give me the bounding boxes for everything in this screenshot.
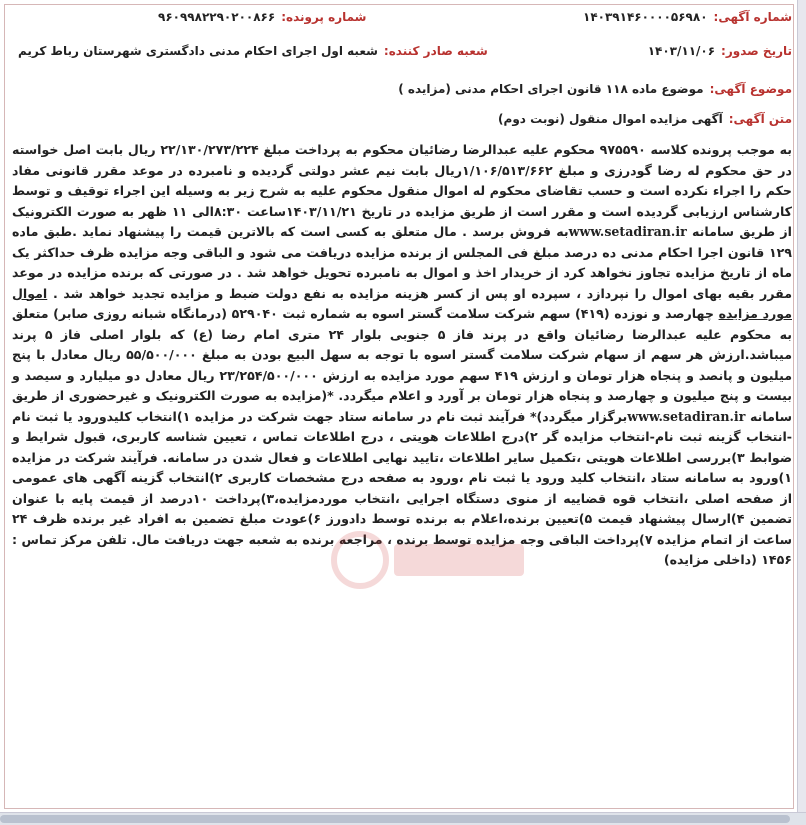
issuer-value: شعبه اول اجرای احکام مدنی دادگستری شهرستان رباط کریم	[18, 44, 378, 58]
vertical-scrollbar[interactable]	[797, 0, 806, 825]
issue-date-label: تاریخ صدور:	[721, 44, 792, 58]
body-part-4: برگزار میگردد)* فرآیند ثبت نام در سامانه ستاد جهت شرکت در مزایده ۱)انتخاب کلیدورود یا ثبت نام -انتخاب گزینه ثبت نام-انتخاب مزایده گر ۲)درج اطلاعات هویتی ، درج اطلاعات تماس ، تعیین شناسه کاربری، قبول شرایط و ضوابط ۳)بررسی اطلاعات هویتی ،تکمیل سایر اطلاعات ،تایید نهایی اطلاعات و فعال شدن در سامانه. فرآیند شرکت در مزایده ۱)ورود به سامانه ستاد ،انتخاب کلید ورود یا ثبت نام ،ورود به صفحه درج مشخصات کاربری ۲)انتخاب گزینه آگهی های عمومی از صفحه اصلی ،انتخاب قوه قضاییه از منوی دستگاه اجرایی ،انتخاب موردمزایده،۳)پرداخت ۱۰درصد از قیمت پایه با عنوان تضمین ۴)ارسال پیشنهاد قیمت ۵)تعیین برنده،اعلام به برنده توسط دادورز ۶)عودت مبلغ تضمین به افراد غیر برنده ظرف ۲۴ ساعت از اتمام مزایده ۷)پرداخت الباقی وجه مزایده توسط برنده ، مراجعه برنده به شعبه جهت دریافت مال. تلفن مرکز تماس : ۱۴۵۶ (داخلی مزایده)	[12, 408, 793, 567]
site-link-1: www.setadiran.ir	[568, 224, 687, 239]
site-link-2: www.setadiran.ir	[627, 408, 746, 424]
case-number-label: شماره پرونده:	[281, 10, 367, 24]
ad-number	[583, 10, 792, 24]
body-part-2: به فروش برسد . مال متعلق به کسی است که بالاترین قیمت را پیشنهاد نماید .طبق ماده ۱۲۹ قانون اجرا احکام مدنی ده درصد مبلغ فی المجلس از برنده مزایده دریافت می شود و الباقی وجه مزایده ظرف حداکثر یک ماه از تاریخ مزایده تجاوز نخواهد کرد از خریدار اخذ و اموال به نامبرده تحویل خواهد شد . در صورتی که برنده مزایده در موعد مقرر بقیه بهای اموال را نپردازد ، سپرده او پس از کسر هزینه مزایده به نفع دولت ضبط و مزایده تجدید خواهد شد .	[12, 224, 792, 301]
issue-date-value: ۱۴۰۳/۱۱/۰۶	[647, 44, 716, 58]
case-number	[158, 10, 366, 24]
subject	[8, 82, 792, 96]
ad-number-label: شماره آگهی:	[713, 10, 792, 24]
meta-row-1	[8, 10, 792, 30]
notice-body	[8, 140, 792, 571]
issuer	[18, 44, 488, 58]
horizontal-scroll-thumb[interactable]	[0, 815, 790, 823]
ad-number-value: ۱۴۰۳۹۱۴۶۰۰۰۰۵۶۹۸۰	[583, 10, 708, 24]
assets-label: اموال مورد مزایده	[12, 285, 792, 321]
issue-date	[648, 44, 792, 58]
subject-label: موضوع آگهی:	[709, 82, 792, 96]
body-part-3: چهارصد و نوزده (۴۱۹) سهم شرکت سلامت گستر اسوه به شماره ثبت ۵۲۹۰۴۰ (درمانگاه شبانه روزی صابر) متعلق به محکوم علیه عبدالرضا رضائیان واقع در پرند فاز ۵ جنوبی بلوار ۲۴ متری امام رضا (ع) که بلوار اصلی فاز ۵ پرند میباشد.ارزش هر سهم از سهام شرکت سلامت گستر اسوه با توجه به سهل البیع بودن به مبلغ ۵۵/۵۰۰/۰۰۰ ریال معادل با پنج میلیون و پانصد و پنجاه هزار تومان و ارزش ۴۱۹ سهم مورد مزایده به ارزش ۲۳/۲۵۴/۵۰۰/۰۰۰ ریال معادل دو میلیارد و سیصد و بیست و پنج میلیون و چهارصد و پنجاه هزار تومان بر آورد و اعلام میگردد. *(مزایده به صورت الکترونیک و غیرحضوری از طریق سامانه	[12, 306, 793, 424]
text-head	[8, 112, 792, 126]
meta-row-2	[8, 44, 792, 64]
subject-value: موضوع ماده ۱۱۸ قانون اجرای احکام مدنی (مزایده )	[398, 82, 704, 96]
case-number-value: ۹۶۰۹۹۸۲۲۹۰۲۰۰۸۶۶	[158, 10, 276, 24]
horizontal-scrollbar[interactable]	[0, 812, 806, 825]
notice-document	[8, 10, 792, 571]
body-part-1: به موجب پرونده کلاسه ۹۷۵۵۹۰ محکوم علیه عبدالرضا رضائیان محکوم به پرداخت مبلغ ۲۲/۱۳۰/۲۷۳/۲۲۴ ریال بابت اصل خواسته در حق محکوم له رضا گودرزی و مبلغ ۱/۱۰۶/۵۱۳/۶۶۲ریال بابت نیم عشر دولتی گردیده و نامبرده در موعد مقرر قانونی مفاد حکم را اجراء نکرده است و حسب تقاضای محکوم له اموال منقول محکوم علیه به شرح زیر به وسیله این اجراء توقیف و توسط کارشناس ارزیابی گردیده است و مقرر است از طریق مزایده در تاریخ ۱۴۰۳/۱۱/۲۱ساعت ۸:۳۰الی ۱۱ ظهر به صورت الکترونیک از طریق سامانه	[12, 142, 792, 239]
text-head-label: متن آگهی:	[728, 112, 792, 126]
issuer-label: شعبه صادر کننده:	[383, 44, 488, 58]
text-head-value: آگهی مزایده اموال منقول (نوبت دوم)	[498, 112, 723, 126]
